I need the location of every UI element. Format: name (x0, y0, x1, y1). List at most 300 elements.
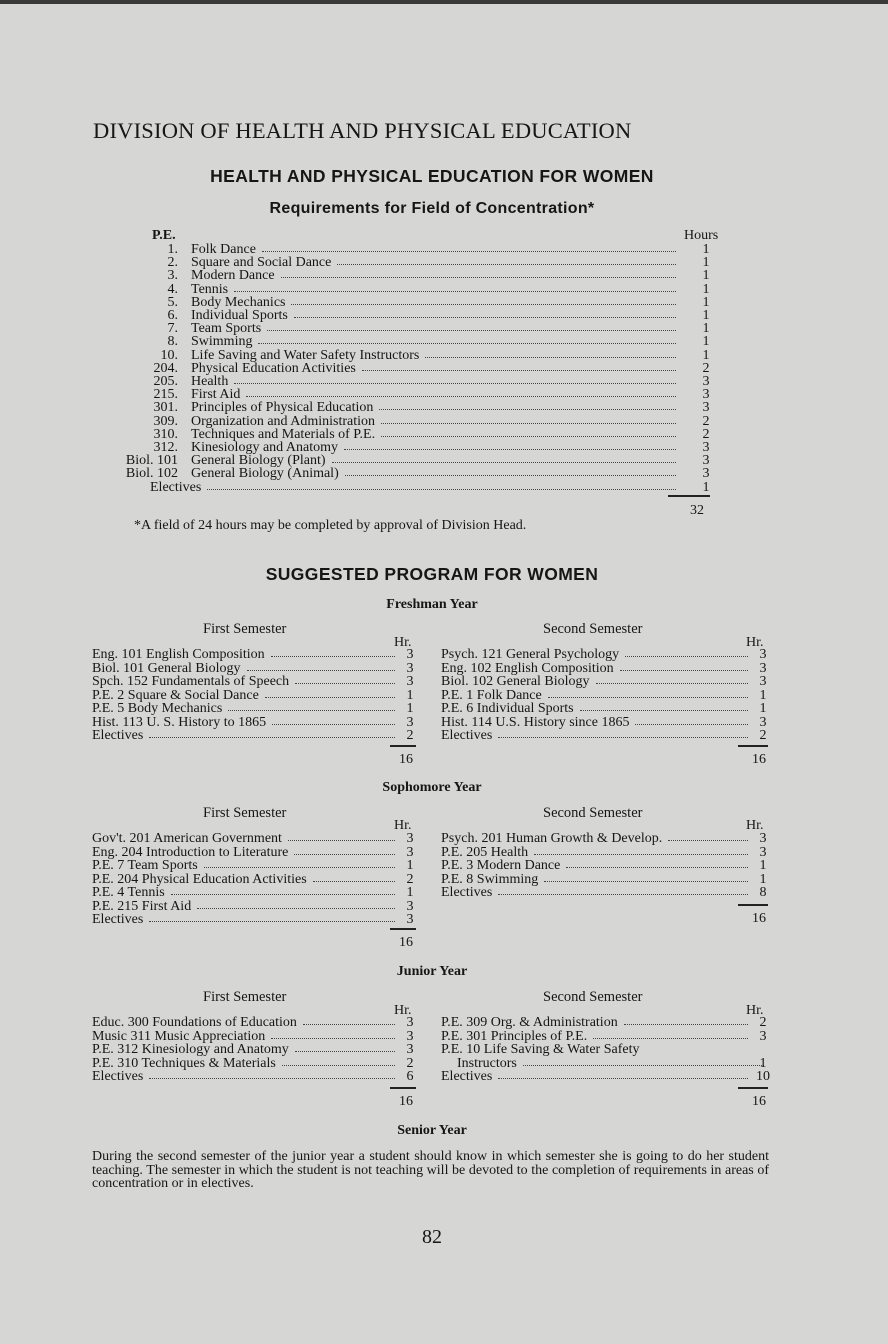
requirement-course (191, 309, 682, 322)
sophomore-first-total: 16 (399, 935, 413, 950)
course-cell (92, 1043, 401, 1056)
requirement-course-name: Life Saving and Water Safety Instructors (191, 347, 420, 363)
course-row (92, 702, 417, 715)
requirement-course (191, 322, 682, 335)
course-name: Spch. 152 Fundamentals of Speech (92, 674, 290, 689)
requirement-course-name: Swimming (191, 334, 253, 350)
requirement-course (150, 481, 682, 494)
requirement-course (191, 415, 682, 428)
course-row (92, 873, 417, 886)
dot-leader (344, 441, 676, 450)
requirement-course-name: Physical Education Activities (191, 360, 356, 376)
requirement-row (112, 269, 712, 282)
freshman-second-semester-header: Second Semester (543, 621, 643, 637)
course-name: P.E. 3 Modern Dance (441, 858, 561, 873)
junior-first-rule (390, 1087, 416, 1089)
course-hours: 3 (759, 660, 767, 676)
course-row (441, 648, 770, 661)
course-row (441, 859, 770, 872)
dot-leader (345, 467, 676, 476)
requirement-hours: 1 (702, 308, 710, 323)
course-hours: 3 (406, 647, 414, 662)
requirement-course-name: Square and Social Dance (191, 255, 332, 271)
dot-leader (246, 388, 676, 397)
dot-leader (381, 415, 676, 424)
dot-leader (265, 689, 395, 698)
requirement-hours: 3 (702, 466, 710, 482)
course-name: P.E. 301 Principles of P.E. (441, 1028, 588, 1044)
sophomore-year-title: Sophomore Year (382, 780, 482, 795)
course-name: Electives (441, 1069, 493, 1084)
course-name: P.E. 8 Swimming (441, 871, 539, 887)
requirement-row (112, 322, 712, 335)
requirement-number: 10. (160, 347, 178, 363)
course-name: Psych. 121 General Psychology (441, 647, 620, 662)
requirement-number: 309. (153, 413, 178, 429)
requirement-hours: 3 (702, 440, 710, 455)
requirement-row (112, 454, 712, 467)
requirement-course (191, 349, 682, 362)
course-row (92, 729, 417, 742)
junior-first-hr-header: Hr. (394, 1003, 412, 1018)
course-name: P.E. 5 Body Mechanics (92, 701, 223, 716)
junior-second-semester-header: Second Semester (543, 989, 643, 1005)
requirement-row (112, 388, 712, 401)
course-name: P.E. 310 Techniques & Materials (92, 1055, 276, 1071)
course-row (441, 1030, 770, 1043)
course-cell (92, 1030, 401, 1043)
junior-year-title: Junior Year (396, 964, 468, 979)
course-name: P.E. 312 Kinesiology and Anatomy (92, 1042, 289, 1057)
requirement-number: 204. (153, 360, 178, 376)
dot-leader (228, 702, 395, 711)
requirement-course (191, 335, 682, 348)
course-row (441, 1070, 770, 1083)
dot-leader (596, 675, 748, 684)
course-row (441, 689, 770, 702)
requirement-course (191, 269, 682, 282)
course-row (92, 1070, 417, 1083)
freshman-second-total: 16 (752, 752, 766, 767)
course-cell (92, 716, 401, 729)
requirement-course (191, 283, 682, 296)
course-name: Electives (92, 912, 144, 927)
dot-leader (544, 873, 748, 882)
dot-leader (267, 322, 676, 331)
requirement-row (112, 441, 712, 454)
course-cell (92, 832, 401, 845)
requirement-number: Biol. 101 (125, 453, 178, 469)
course-name: Electives (92, 728, 144, 743)
course-hours: 2 (406, 1055, 414, 1071)
course-cell (441, 846, 754, 859)
requirement-number: 6. (167, 308, 178, 323)
course-hours: 1 (759, 687, 767, 703)
requirement-number: 301. (153, 400, 178, 416)
requirement-course-name: Modern Dance (191, 268, 275, 284)
course-hours: 3 (406, 912, 414, 927)
course-hours: 2 (406, 871, 414, 887)
course-row (92, 859, 417, 872)
top-edge (0, 0, 888, 4)
course-hours: 1 (759, 1055, 767, 1071)
course-hours: 3 (406, 1042, 414, 1057)
program-title: SUGGESTED PROGRAM FOR WOMEN (265, 564, 599, 584)
course-hours: 3 (759, 674, 767, 689)
requirement-course-name: Health (191, 374, 229, 389)
requirement-number: 205. (153, 374, 178, 389)
requirement-row (112, 467, 712, 480)
course-name: P.E. 10 Life Saving & Water Safety (441, 1042, 640, 1057)
course-hours: 3 (759, 844, 767, 860)
requirement-hours: 1 (702, 334, 710, 350)
course-name: P.E. 7 Team Sports (92, 858, 198, 873)
dot-leader (197, 900, 395, 909)
dot-leader (635, 716, 748, 725)
course-cell (92, 846, 401, 859)
course-cell (441, 702, 754, 715)
junior-second-hr-header: Hr. (746, 1003, 764, 1018)
course-name: P.E. 2 Square & Social Dance (92, 687, 259, 703)
total-rule (668, 495, 710, 497)
requirement-row (112, 362, 712, 375)
sophomore-first-hr-header: Hr. (394, 818, 412, 833)
course-row (92, 913, 417, 926)
course-cell (441, 729, 754, 742)
requirement-hours: 1 (702, 294, 710, 310)
junior-first-total: 16 (399, 1094, 413, 1109)
course-name: P.E. 309 Org. & Administration (441, 1015, 618, 1030)
course-name: P.E. 1 Folk Dance (441, 687, 542, 703)
course-row (92, 846, 417, 859)
course-cell (92, 913, 401, 926)
course-name: Electives (441, 728, 493, 743)
requirement-course (191, 428, 682, 441)
course-cell (441, 689, 754, 702)
course-row (441, 873, 770, 886)
course-row (441, 1043, 770, 1056)
dot-leader (523, 1057, 764, 1066)
course-cell (441, 648, 754, 661)
freshman-second-rule (738, 745, 768, 747)
course-cell (441, 832, 754, 845)
requirement-hours: 3 (702, 453, 710, 469)
course-hours: 1 (406, 885, 414, 900)
freshman-year-title: Freshman Year (386, 597, 478, 612)
sophomore-second-total: 16 (752, 911, 766, 926)
course-hours: 1 (759, 701, 767, 716)
course-name: Eng. 204 Introduction to Literature (92, 844, 289, 860)
dot-leader (204, 859, 395, 868)
requirement-course-name: General Biology (Animal) (191, 466, 339, 482)
senior-year-text: During the second semester of the junior year a student should know in which semester she is going to do her student teaching. The semester in which the student is not teaching will be devoted to the completion of requirements in areas of concentration or in electives. (92, 1149, 769, 1191)
course-cell (441, 675, 754, 688)
course-row (92, 1043, 417, 1056)
course-hours: 3 (759, 1028, 767, 1044)
course-name: P.E. 215 First Aid (92, 898, 192, 914)
junior-second-rule (738, 1087, 768, 1089)
requirement-course-name: First Aid (191, 387, 241, 403)
requirement-row (112, 415, 712, 428)
requirement-number: 4. (167, 281, 178, 297)
course-name: Gov't. 201 American Government (92, 831, 282, 846)
requirement-course (191, 243, 682, 256)
course-name: Educ. 300 Foundations of Education (92, 1015, 297, 1030)
requirement-row (112, 256, 712, 269)
dot-leader (149, 729, 395, 738)
dot-leader (498, 729, 748, 738)
freshman-first-hr-header: Hr. (394, 635, 412, 650)
dot-leader (271, 1030, 395, 1039)
dot-leader (379, 401, 676, 410)
course-cell (441, 716, 754, 729)
requirement-number: 3. (167, 268, 178, 284)
course-name: Eng. 101 English Composition (92, 647, 265, 662)
requirement-row (112, 296, 712, 309)
course-row (92, 832, 417, 845)
course-name: Electives (92, 1069, 144, 1084)
requirement-course-name: Kinesiology and Anatomy (191, 440, 338, 455)
requirement-course-name: Tennis (191, 281, 229, 297)
course-cell (92, 900, 401, 913)
requirement-number: 2. (167, 255, 178, 271)
course-hours: 1 (406, 687, 414, 703)
dot-leader (258, 335, 676, 344)
requirement-hours: 2 (702, 360, 710, 376)
dot-leader (337, 256, 676, 265)
requirements-title: Requirements for Field of Concentration* (269, 200, 595, 217)
requirement-course (191, 388, 682, 401)
dot-leader (498, 886, 748, 895)
course-cell (92, 886, 401, 899)
course-cell (92, 729, 401, 742)
dot-leader (294, 846, 395, 855)
dot-leader (262, 243, 676, 252)
course-hours: 1 (406, 701, 414, 716)
requirement-hours: 3 (702, 387, 710, 403)
course-hours: 3 (759, 714, 767, 730)
dot-leader (668, 832, 748, 841)
dot-leader (620, 662, 748, 671)
course-row (441, 846, 770, 859)
requirement-course-name: Team Sports (191, 321, 262, 337)
course-hours: 1 (406, 858, 414, 873)
requirement-hours: 1 (702, 268, 710, 284)
senior-year-title: Senior Year (397, 1123, 467, 1138)
course-name: Music 311 Music Appreciation (92, 1028, 266, 1044)
requirement-course (191, 467, 682, 480)
dot-leader (288, 832, 395, 841)
dot-leader (149, 913, 395, 922)
requirement-course-name: Organization and Administration (191, 413, 376, 429)
course-row (92, 662, 417, 675)
course-hours: 3 (406, 1028, 414, 1044)
course-row (441, 675, 770, 688)
requirement-row (112, 375, 712, 388)
course-cell (441, 873, 754, 886)
course-cell (441, 1070, 754, 1083)
course-row (441, 1016, 770, 1029)
requirement-number: 312. (153, 440, 178, 455)
junior-first-semester-header: First Semester (203, 989, 287, 1005)
course-row (441, 662, 770, 675)
requirement-course (191, 256, 682, 269)
course-cell (92, 648, 401, 661)
course-cell (92, 675, 401, 688)
requirement-row (112, 481, 712, 494)
course-name: P.E. 205 Health (441, 844, 529, 860)
sophomore-second-hr-header: Hr. (746, 818, 764, 833)
requirement-number: 310. (153, 426, 178, 442)
requirement-hours: 1 (702, 281, 710, 297)
requirement-row (112, 401, 712, 414)
requirement-hours: 1 (702, 321, 710, 337)
course-row (441, 716, 770, 729)
course-row (92, 648, 417, 661)
dot-leader (272, 716, 395, 725)
course-cell (441, 859, 754, 872)
freshman-first-semester-header: First Semester (203, 621, 287, 637)
course-hours: 8 (759, 885, 767, 900)
course-cell (92, 702, 401, 715)
dot-leader (381, 428, 676, 437)
division-title: DIVISION OF HEALTH AND PHYSICAL EDUCATION (93, 118, 632, 143)
dot-leader (234, 283, 676, 292)
course-hours: 3 (406, 831, 414, 846)
requirement-number: 5. (167, 294, 178, 310)
requirement-number: 1. (167, 242, 178, 257)
course-row (92, 1016, 417, 1029)
requirement-number: 215. (153, 387, 178, 403)
requirement-course-name: Electives (150, 479, 202, 495)
course-cell (92, 1016, 401, 1029)
course-name: Electives (441, 885, 493, 900)
dot-leader (313, 873, 395, 882)
course-row (92, 675, 417, 688)
course-cell (92, 1057, 401, 1070)
course-row (92, 886, 417, 899)
dot-leader (625, 648, 748, 657)
requirement-course (191, 441, 682, 454)
dot-leader (207, 481, 676, 490)
sophomore-second-rule (738, 904, 768, 906)
course-hours: 6 (406, 1069, 414, 1084)
course-hours: 1 (759, 858, 767, 873)
requirement-course-name: Individual Sports (191, 308, 288, 323)
course-row (441, 886, 770, 899)
course-hours: 3 (406, 674, 414, 689)
course-cell (457, 1057, 770, 1070)
dot-leader (291, 296, 676, 305)
course-row (441, 702, 770, 715)
requirement-row (112, 335, 712, 348)
requirement-course (191, 362, 682, 375)
junior-second-total: 16 (752, 1094, 766, 1109)
course-row (92, 900, 417, 913)
requirement-row (112, 309, 712, 322)
course-row (92, 1030, 417, 1043)
dot-leader (566, 859, 748, 868)
course-row (441, 729, 770, 742)
course-hours: 2 (759, 1015, 767, 1030)
dot-leader (580, 702, 748, 711)
dot-leader (303, 1016, 395, 1025)
course-name: P.E. 204 Physical Education Activities (92, 871, 307, 887)
course-cell (441, 1016, 754, 1029)
course-name: Instructors (457, 1055, 517, 1071)
requirement-hours: 1 (702, 242, 710, 257)
pe-label: P.E. (152, 228, 176, 243)
dot-leader (624, 1016, 748, 1025)
sophomore-first-rule (390, 928, 416, 930)
course-hours: 3 (759, 647, 767, 662)
requirement-course (191, 454, 682, 467)
freshman-second-hr-header: Hr. (746, 635, 764, 650)
course-hours: 3 (406, 714, 414, 730)
course-hours: 2 (759, 728, 767, 743)
dot-leader (294, 309, 676, 318)
dot-leader (271, 648, 395, 657)
requirement-hours: 1 (702, 347, 710, 363)
requirement-course-name: General Biology (Plant) (191, 453, 326, 469)
course-cell (441, 886, 754, 899)
requirement-hours: 2 (702, 426, 710, 442)
sophomore-first-semester-header: First Semester (203, 805, 287, 821)
course-cell (92, 689, 401, 702)
dot-leader (149, 1070, 395, 1079)
page-number: 82 (422, 1226, 442, 1248)
dot-leader (171, 886, 395, 895)
course-cell (441, 1030, 754, 1043)
course-cell (441, 1043, 754, 1056)
course-name: P.E. 4 Tennis (92, 885, 165, 900)
dot-leader (295, 1043, 395, 1052)
course-name: Psych. 201 Human Growth & Develop. (441, 831, 663, 846)
dot-leader (332, 454, 676, 463)
course-cell (92, 1070, 401, 1083)
requirement-hours: 3 (702, 374, 710, 389)
course-name: Hist. 114 U.S. History since 1865 (441, 714, 630, 730)
requirement-course-name: Folk Dance (191, 242, 256, 257)
course-name: P.E. 6 Individual Sports (441, 701, 574, 716)
dot-leader (247, 662, 395, 671)
freshman-first-rule (390, 745, 416, 747)
course-cell (92, 859, 401, 872)
course-row (441, 832, 770, 845)
dot-leader (593, 1030, 748, 1039)
requirement-course (191, 296, 682, 309)
course-name: Eng. 102 English Composition (441, 660, 614, 676)
course-hours: 1 (759, 871, 767, 887)
requirement-hours: 3 (702, 400, 710, 416)
freshman-first-total: 16 (399, 752, 413, 767)
requirement-number: 8. (167, 334, 178, 350)
section-subtitle: HEALTH AND PHYSICAL EDUCATION FOR WOMEN (210, 166, 654, 186)
requirements-total: 32 (690, 503, 704, 518)
course-cell (92, 873, 401, 886)
requirement-course-name: Body Mechanics (191, 294, 286, 310)
hours-header: Hours (684, 228, 719, 243)
course-row (92, 716, 417, 729)
requirement-course-name: Techniques and Materials of P.E. (191, 426, 376, 442)
requirement-hours: 1 (702, 255, 710, 271)
dot-leader (534, 846, 748, 855)
dot-leader (282, 1057, 395, 1066)
requirement-row (112, 349, 712, 362)
course-hours: 3 (759, 831, 767, 846)
course-name: Hist. 113 U. S. History to 1865 (92, 714, 267, 730)
requirement-number: 7. (167, 321, 178, 337)
